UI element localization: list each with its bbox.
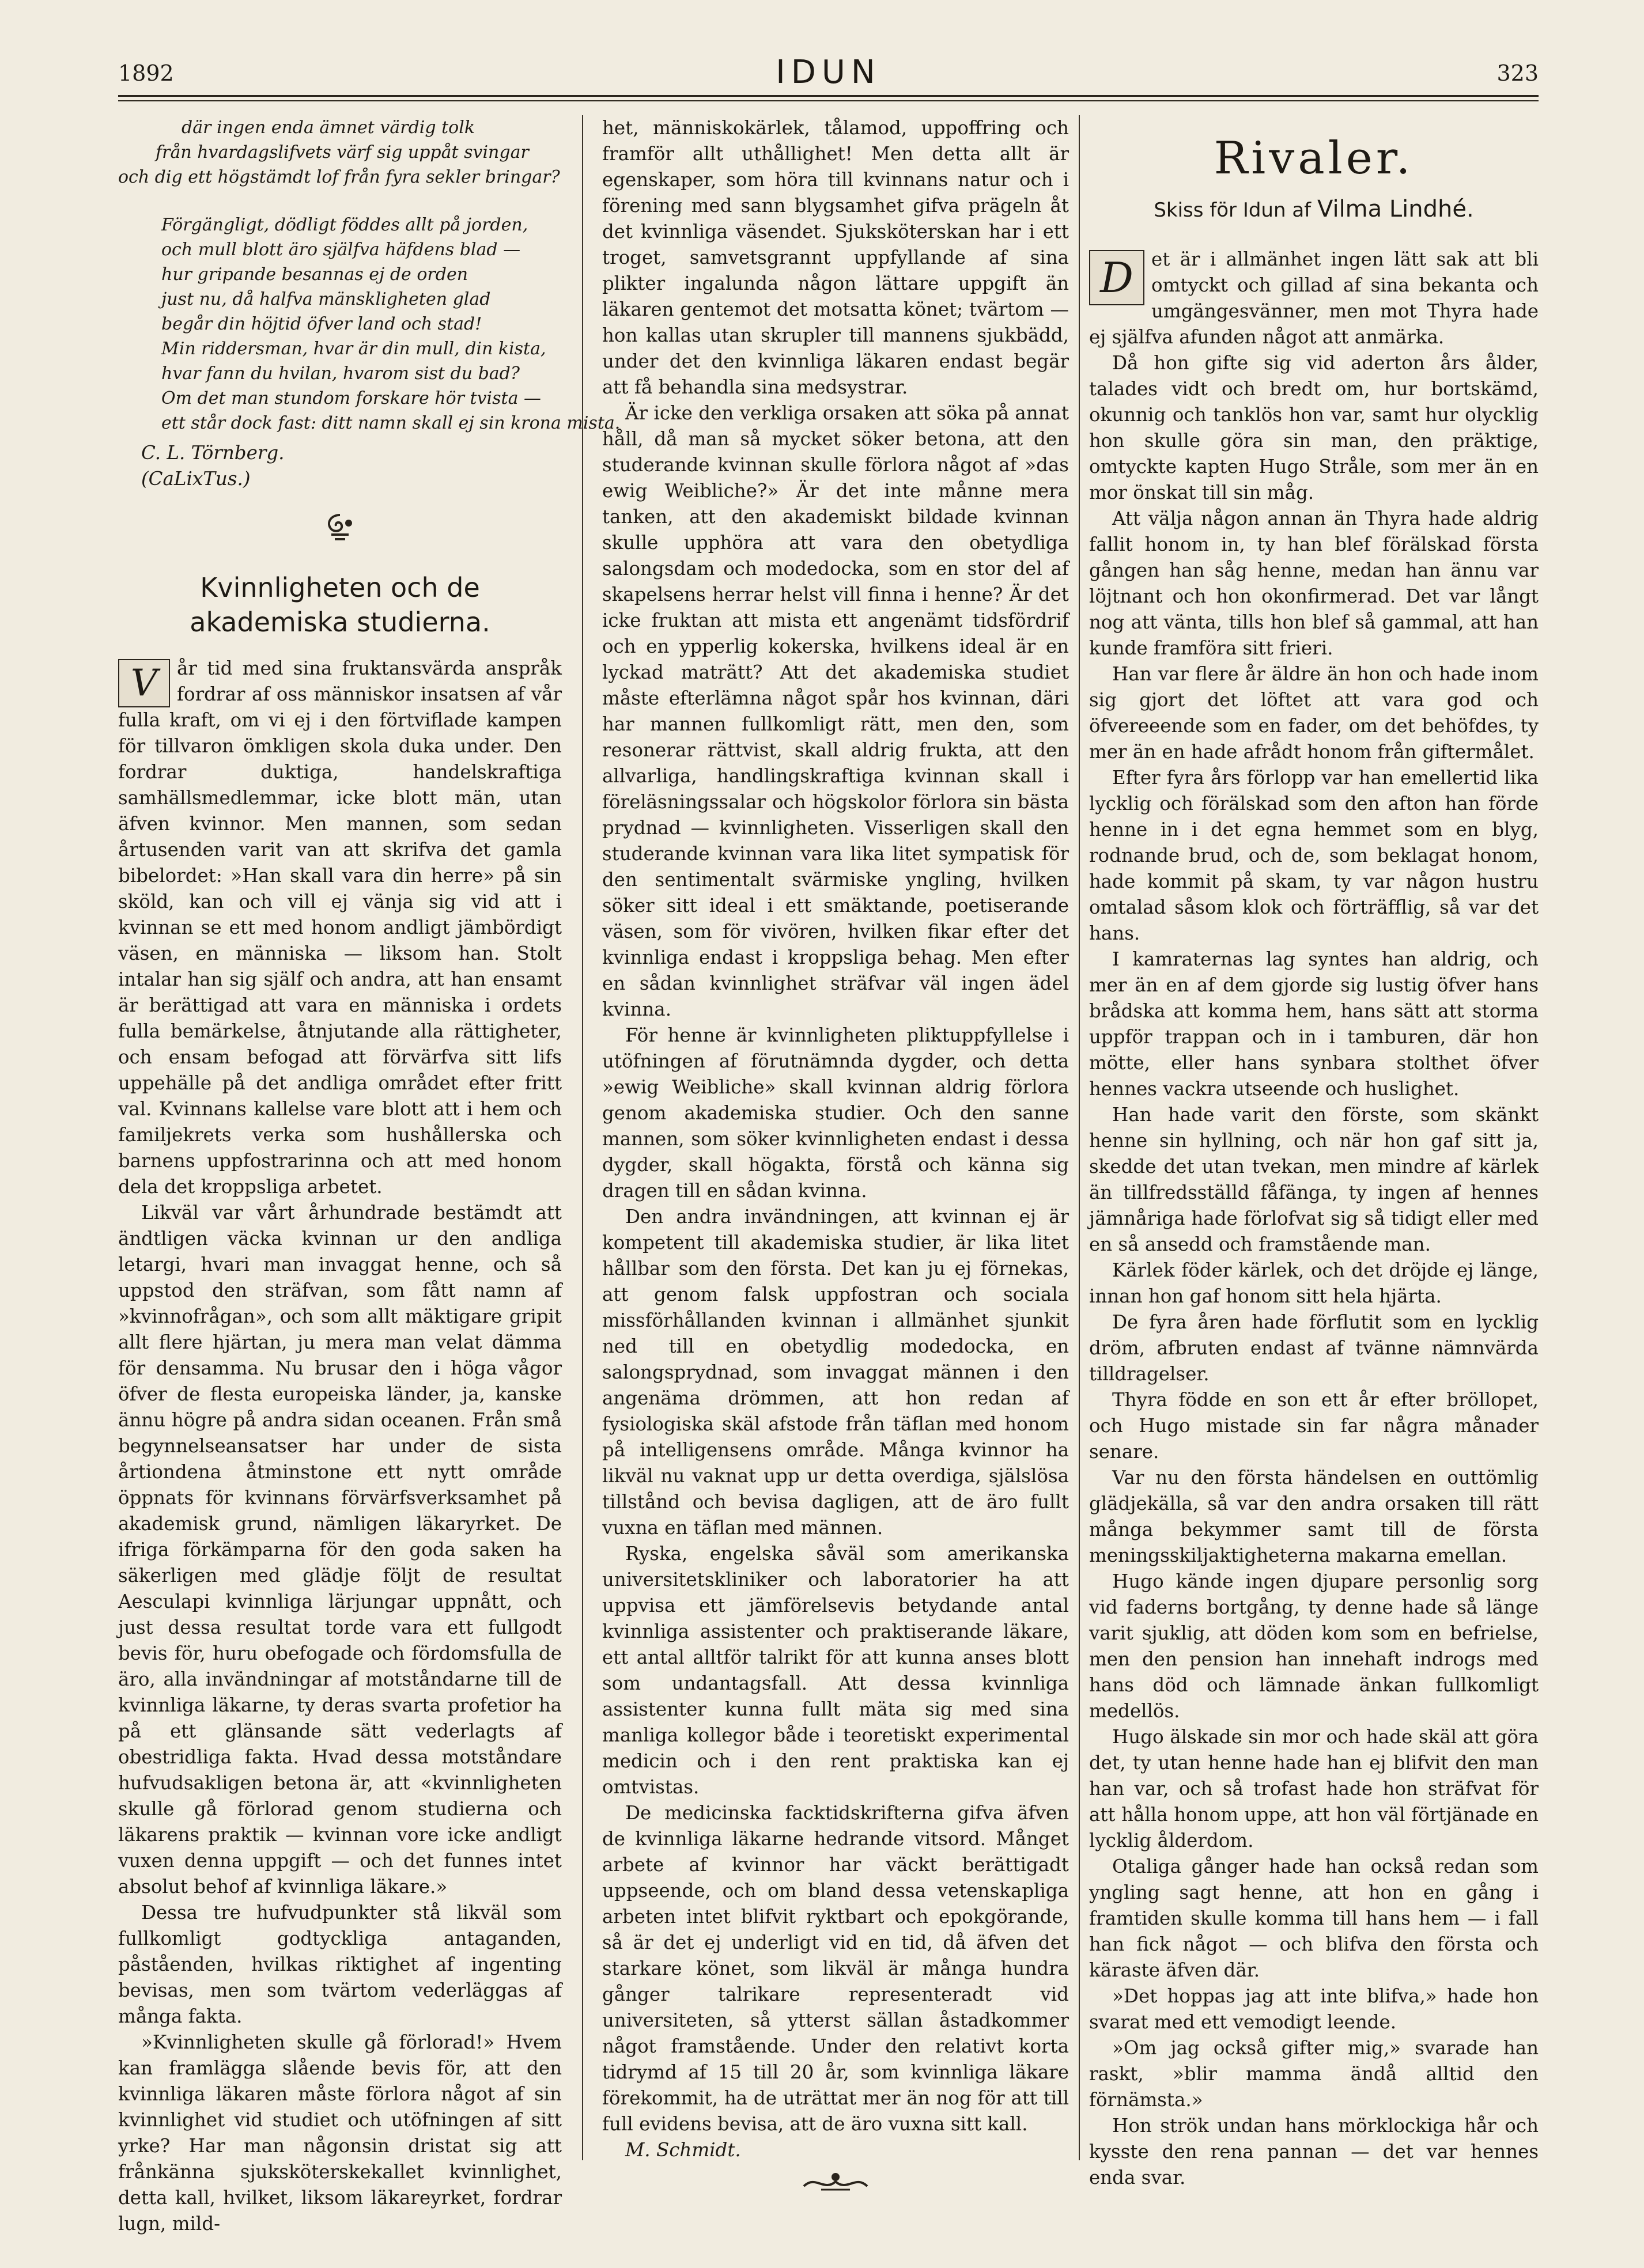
story-paragraph: Då hon gifte sig vid aderton års ålder, talades vidt och bredt om, hur bortskämd, okunnig och tanklös hon var, samt hur olycklig hon skulle göra sin man, den präktige, omtyckte kapten Hugo Stråle, som mer än en mor önskat till sin måg.	[1089, 352, 1539, 503]
story-byline	[1089, 196, 1539, 224]
poem-line: och mull blott äro själfva häfdens blad —	[161, 240, 521, 260]
header-year: 1892	[118, 60, 174, 86]
story-title: Rivaler.	[1214, 132, 1414, 184]
header-title: IDUN	[776, 54, 881, 91]
article-signature: M. Schmidt.	[625, 2139, 741, 2161]
poem-line: just nu, då halfva mänskligheten glad	[161, 289, 491, 309]
poem-line: hur gripande besannas ej de orden	[161, 264, 468, 285]
story-paragraph: Han var flere år äldre än hon och hade inom sig gjort det löftet att vara god och öfvereeende som en fader, om det behöfdes, ty mer än en hade afrådt honom från giftermålet.	[1089, 663, 1539, 763]
ornament-fleuron-icon	[118, 510, 562, 547]
article-paragraph: För henne är kvinnligheten pliktuppfyllelse i utöfningen af förutnämnda dygder, och detta »ewig Weibliche» skall kvinnan aldrig förlora genom akademiska studier. Och den sanne mannen, som söker kvinnligheten endast i dessa dygder, skall högakta, förstå och känna sig dragen till en sådan kvinna.	[602, 1024, 1069, 1202]
article-paragraph: het, människokärlek, tålamod, uppoffring och framför allt uthållighet! Men detta allt är egenskaper, som höra till kvinnans natur och i förening med sann blygsamhet gifva prägeln åt det kvinnliga väsendet. Sjuksköterskan har i ett troget, samvetsgrannt uppfyllande af sina plikter ingalunda någon lättare uppgift än läkaren gentemot det motsatta könet; tvärtom — hon kallas utan skrupler till mannens sjukbädd, under det den kvinnliga läkaren endast begär att få behandla sina medsystrar.	[602, 117, 1069, 398]
poem-line: Förgängligt, dödligt föddes allt på jorden,	[161, 215, 528, 235]
story-paragraph: Han hade varit den förste, som skänkt henne sin hyllning, och när hon gaf sitt ja, skedde det utan tvekan, men mindre af kärlek än tillfredsställd fåfänga, ty ingen af hennes jämnåriga hade förlofvat sig så tidigt eller med en så ansedd och framstående man.	[1089, 1104, 1539, 1255]
dropcap-letter: V	[118, 659, 170, 707]
paragraph-text: år tid med sina fruktansvärda anspråk fordrar af oss människor insatsen af vår fulla kraft, om vi ej i den förtviflade kampen för tillvaron ömkligen skola duka under. Den fordrar duktiga, handelskraftiga samhällsmedlemmar, icke blott män, utan äfven kvinnor. Men mannen, som sedan årtusenden varit van att skrifva det gamla bibelordet: »Han skall vara din herre» på sin sköld, kan och vill ej vänja sig vid att i kvinnan se ett med honom andligt jämbördigt väsen, en människa — liksom han. Stolt intalar han sig själf och andra, att han ensamt är berättigad att vara en människa i ordets fulla bemärkelse, åtnjutande alla rättigheter, och ensam befogad att förvärfva sitt lifs uppehälle på det andliga området efter fritt val. Kvinnans kallelse vare blott att i hem och familjekrets verka som hushållerska och barnens uppfostrarinna och att med honom dela det kroppsliga arbetet.	[118, 657, 562, 1198]
article-paragraph: Ryska, engelska såväl som amerikanska universitetskliniker och laboratorier ha att uppvisa ett jämförelsevis betydande antal kvinnliga assistenter och praktiserande läkare, ett antal alltför talrikt för att kunna anses blott som undantagsfall. Att dessa kvinnliga assistenter kunna fullt mäta sig med sina manliga kollegor både i teoretiskt experimental medicin och i den rent praktiska kan ej omtvistas.	[602, 1543, 1069, 1798]
byline-author: Vilma Lindhé.	[1317, 196, 1474, 222]
poem-signature: C. L. Törnberg.	[141, 442, 285, 464]
story-paragraph	[1089, 247, 1539, 350]
poem-line: hvar fann du hvilan, hvarom sist du bad?	[161, 364, 520, 384]
ornament-vignette-icon	[602, 2169, 1069, 2198]
article-paragraph: De medicinska facktidskrifterna gifva äfven de kvinnliga läkarne hedrande vitsord. Månget arbete af kvinnor har väckt berättigadt uppseende, och om bland dessa vetenskapliga arbeten intet blifvit ryktbart och epokgörande, så är det ej underligt vid en tid, då äfven det starkare könet, som likväl är många hundra gånger talrikare representeradt vid universiteten, så ytterst sällan åstadkommer något framstående. Under den relativt korta tidrymd af 15 till 20 år, som kvinnliga läkare förekommit, ha de uträttat mer än nog för att till full evidens bevisa, att de äro vuxna sitt kall.	[602, 1802, 1069, 2135]
story-paragraph: Att välja någon annan än Thyra hade aldrig fallit honom in, ty han blef förälskad första gången han såg henne, medan han ännu var löjtnant och hon okonfirmerad. Det var långt nog att vänta, tills hon blef så gammal, att han kunde framföra sitt frieri.	[1089, 508, 1539, 659]
story-paragraph: »Om jag också gifter mig,» svarade han raskt, »blir mamma ändå alltid den förnämsta.»	[1089, 2037, 1539, 2111]
column-3	[1089, 115, 1539, 2191]
poem-stanza	[118, 115, 562, 190]
poem-pseudonym: (CaLixTus.)	[141, 468, 251, 490]
poem-line: ett står dock fast: ditt namn skall ej sin krona mista.	[161, 413, 621, 433]
paragraph-text: et är i allmänhet ingen lätt sak att bli omtyckt och gillad af sina bekanta och umgängesvänner, men mot Thyra hade ej själfva afunden något att anmärka.	[1089, 248, 1539, 348]
article-paragraph: Är icke den verkliga orsaken att söka på annat håll, då man så mycket söker betona, att den studerande kvinnan skulle förlora något af »das ewig Weibliche?» Är det inte månne mera tanken, att den akademiskt bildade kvinnan skulle upphöra att vara den obetydliga salongsdam och modedocka, som en stor del af skapelsens herrar helst vill finna i henne? Är det icke fruktan att mista ett angenämt tidsfördrif och en ypperlig kokerska, hvilkens ideal är en lyckad maträtt? Att det akademiska studiet måste efterlämna något spår hos kvinnan, däri har mannen fullkomligt rätt, men den, som resonerar rättvist, skall aldrig frukta, att den allvarliga, handlingskraftiga kvinnan skall i föreläsningssalar och högskolor förlora sin bästa prydnad — kvinnligheten. Visserligen skall den studerande kvinnan vara lika litet sympatisk för den sentimentalt svärmiske yngling, hvilken söker sitt ideal i ett smäktande, poetiserande väsen, som för vivören, hvilken fikar efter det kvinnliga endast i kroppsliga behag. Men efter en sådan kvinnlighet sträfvar väl ingen ädel kvinna.	[602, 402, 1069, 1020]
article-paragraph: Likväl var vårt århundrade bestämdt att ändtligen väcka kvinnan ur den andliga letargi, hvari man invaggat henne, och så uppstod den sträfvan, som fått namn af »kvinnofrågan», och som allt mäktigare gripit allt flere hjärtan, ju mera man velat dämma för densamma. Nu brusar den i höga vågor öfver de flesta europeiska länder, ja, kanske ännu högre på andra sidan oceanen. Från små begynnelseansatser har under de sista årtiondena åtminstone ett nytt område öppnats för kvinnans förvärfsverksamhet på akademisk grund, nämligen läkaryrket. De ifriga förkämparna för den goda saken ha säkerligen med glädje följt de resultat Aesculapi kvinnliga lärjungar uppnått, och just dessa resultat torde vara ett fullgodt bevis för, huru obefogade och fördomsfulla de äro, alla invändningar af motståndarne till de kvinnliga läkarne, ty deras svarta profetior ha på ett glänsande sätt vederlagts af obestridliga fakta. Hvad dessa motståndare hufvudsakligen betona är, att «kvinnligheten skulle gå förlorad genom studierna och läkarens praktik — kvinnan vore icke andligt vuxen denna uppgift — och det funnes intet absolut behof af kvinnliga läkare.»	[118, 1202, 562, 1898]
article-paragraph: »Kvinnligheten skulle gå förlorad!» Hvem kan framlägga slående bevis för, att den kvinnliga läkaren måste förlora något af sin kvinnlighet vid studiet och utöfningen af sitt yrke? Har man någonsin dristat sig att frånkänna sjuksköterskekallet kvinnlighet, detta kall, hvilket, liksom läkareyrket, fordrar lugn, mild-	[118, 2031, 562, 2235]
story-paragraph: Kärlek föder kärlek, och det dröjde ej länge, innan hon gaf honom sitt hela hjärta.	[1089, 1259, 1539, 1307]
story-paragraph: Thyra födde en son ett år efter bröllopet, och Hugo mistade sin far några månader senare.	[1089, 1389, 1539, 1463]
poem-line: begår din höjtid öfver land och stad!	[161, 314, 482, 334]
poem-line: Min riddersman, hvar är din mull, din kista,	[161, 339, 546, 359]
article-paragraph: Dessa tre hufvudpunkter stå likväl som fullkomligt godtyckliga antaganden, påståenden, hvilkas riktighet af ingenting bevisas, men som tvärtom vederläggas af många fakta.	[118, 1902, 562, 2027]
dropcap-letter: D	[1089, 250, 1144, 305]
article-paragraph	[118, 656, 562, 1200]
story-paragraph: Efter fyra års förlopp var han emellertid lika lycklig och förälskad som den afton han förde henne in i det egna hemmet som en blyg, rodnande brud, och de, som beklagat honom, hade kommit på skam, ty var någon hustru omtalad såsom klok och förträfflig, så var det hans.	[1089, 767, 1539, 944]
page-header	[118, 55, 1539, 95]
byline-prefix: Skiss för Idun af	[1154, 199, 1312, 222]
column-1	[118, 115, 621, 2237]
poem-line: där ingen enda ämnet värdig tolk	[182, 118, 475, 138]
poem-line: och dig ett högstämdt lof från fyra sekler bringar?	[118, 167, 560, 187]
story-paragraph: De fyra åren hade förflutit som en lycklig dröm, afbruten endast af tvänne nämnvärda tilldragelser.	[1089, 1311, 1539, 1385]
article-title: Kvinnligheten och de akademiska studierna.	[190, 572, 490, 638]
story-paragraph: Hon strök undan hans mörklockiga hår och kysste den rena pannan — det var hennes enda svar.	[1089, 2115, 1539, 2189]
poem-stanza	[118, 213, 621, 436]
story-paragraph: Hugo älskade sin mor och hade skäl att göra det, ty utan henne hade han ej blifvit den man han var, och så trofast hade hon sträfvat för att hålla honom uppe, att hon väl förtjänade en lycklig ålderdom.	[1089, 1726, 1539, 1851]
poem-line: från hvardagslifvets värf sig uppåt svingar	[156, 142, 529, 162]
header-rule	[118, 95, 1539, 97]
story-paragraph: I kamraternas lag syntes han aldrig, och mer än en af dem gjorde sig lustig öfver hans brådska att komma hem, hans sätt att storma uppför trappan och in i tamburen, där hon mötte, eller hans synbara stolthet öfver hennes vackra utseende och huslighet.	[1089, 948, 1539, 1100]
story-paragraph: »Det hoppas jag att inte blifva,» hade hon svarat med ett vemodigt leende.	[1089, 1985, 1539, 2033]
poem-line: Om det man stundom forskare hör tvista —	[161, 388, 541, 408]
story-paragraph: Var nu den första händelsen en outtömlig glädjekälla, så var den andra orsaken till rätt många bekymmer samt till de första meningsskiljaktigheterna makarna emellan.	[1089, 1467, 1539, 1566]
story-paragraph: Otaliga gånger hade han också redan som yngling sagt henne, att hon en gång i framtiden skulle komma till hans hem — i fall han fick något — och blifva den första och käraste äfven där.	[1089, 1856, 1539, 1981]
column-divider	[1079, 115, 1080, 2160]
header-rule-thin	[118, 100, 1539, 101]
story-paragraph: Hugo kände ingen djupare personlig sorg vid faderns bortgång, ty denne hade så länge varit sjuklig, att döden kom som en befrielse, men den pension han innehaft indrogs med hans död och lämnade änkan fullkomligt medellös.	[1089, 1570, 1539, 1722]
header-page-number: 323	[1496, 60, 1539, 86]
column-2	[602, 115, 1069, 2198]
article-paragraph: Den andra invändningen, att kvinnan ej är kompetent till akademiska studier, är lika litet hållbar som den första. Det kan ju ej förnekas, att genom falsk uppfostran och sociala missförhållanden kvinnan i allmänhet sjunkit ned till en obetydlig modedocka, en salongsprydnad, som invaggat männen i den angenäma drömmen, att hon redan af fysiologiska skäl afstode från täflan med honom på intelligensens område. Många kvinnor ha likväl nu vaknat upp ur detta overdiga, själslösa tillstånd och bevisa dagligen, att de äro fullt vuxna en täflan med männen.	[602, 1206, 1069, 1539]
